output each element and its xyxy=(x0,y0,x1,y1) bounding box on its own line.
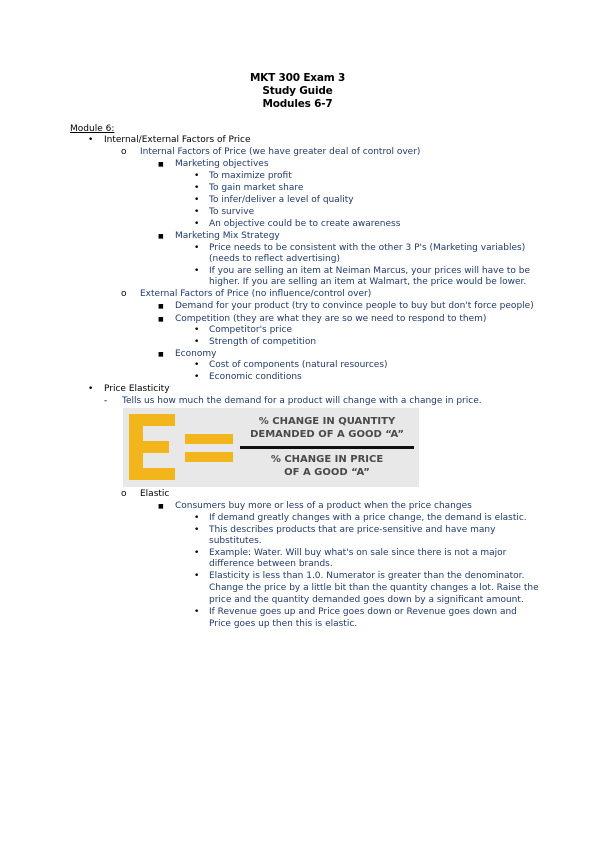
bullet-dot: • xyxy=(194,337,200,347)
internal-label: Internal Factors of Price (we have greater deal of control over) xyxy=(140,147,421,157)
bullet-dot: • xyxy=(194,243,200,253)
bullet-square: ■ xyxy=(158,351,164,358)
objective-item: An objective could be to create awareness xyxy=(209,219,401,229)
mix-item: (needs to reflect advertising) xyxy=(209,254,340,264)
equals-sign-bottom xyxy=(185,452,233,462)
elastic-point: Elasticity is less than 1.0. Numerator is greater than the denominator. xyxy=(209,571,525,581)
dash-bullet: - xyxy=(104,396,108,406)
mix-item: If you are selling an item at Neiman Marcus, your prices will have to be xyxy=(209,266,531,276)
denominator-line-1: % CHANGE IN PRICE xyxy=(270,454,384,465)
elasticity-definition: Tells us how much the demand for a product will change with a change in price. xyxy=(122,396,482,406)
elasticity-formula-image xyxy=(123,408,419,487)
doc-subtitle: Study Guide xyxy=(262,85,333,97)
competition-subitem: Strength of competition xyxy=(209,337,317,347)
elastic-point: If Revenue goes up and Price goes down or Revenue goes down and xyxy=(209,607,517,617)
bullet-circle: o xyxy=(121,289,127,299)
consumers-line: Consumers buy more or less of a product when the price changes xyxy=(175,501,472,511)
objective-item: To survive xyxy=(209,207,255,217)
objective-item: To gain market share xyxy=(209,183,304,193)
fraction-bar xyxy=(240,446,414,449)
elastic-point: Price goes up then this is elastic. xyxy=(209,619,358,629)
external-label: External Factors of Price (no influence/control over) xyxy=(140,289,372,299)
bullet-square: ■ xyxy=(158,303,164,310)
bullet-dot: • xyxy=(88,135,94,145)
elastic-point: If demand greatly changes with a price change, the demand is elastic. xyxy=(209,513,527,523)
numerator-line-2: DEMANDED OF A GOOD “A” xyxy=(250,429,404,440)
bullet-dot: • xyxy=(194,219,200,229)
bullet-dot: • xyxy=(194,360,200,370)
bullet-dot: • xyxy=(194,548,200,558)
bullet-dot: • xyxy=(194,525,200,535)
bullet-dot: • xyxy=(88,384,94,394)
economy-subitem: Cost of components (natural resources) xyxy=(209,360,388,370)
bullet-square: ■ xyxy=(158,316,164,323)
elasticity-heading: Price Elasticity xyxy=(104,384,170,394)
objective-item: To maximize profit xyxy=(209,171,292,181)
elastic-point: substitutes. xyxy=(209,536,262,546)
bullet-dot: • xyxy=(194,513,200,523)
competition-subitem: Competitor's price xyxy=(209,325,292,335)
objective-item: To infer/deliver a level of quality xyxy=(209,195,354,205)
mix-label: Marketing Mix Strategy xyxy=(175,231,280,241)
mix-item: higher. If you are selling an item at Walmart, the price would be lower. xyxy=(209,277,527,287)
module-label: Module 6: xyxy=(70,124,115,134)
doc-modules: Modules 6-7 xyxy=(262,98,333,110)
numerator-line-1: % CHANGE IN QUANTITY xyxy=(258,416,396,427)
bullet-square: ■ xyxy=(158,161,164,168)
bullet-dot: • xyxy=(194,266,200,276)
bullet-dot: • xyxy=(194,607,200,617)
competition-item: Competition (they are what they are so we need to respond to them) xyxy=(175,314,487,324)
bullet-square: ■ xyxy=(158,503,164,510)
bullet-dot: • xyxy=(194,207,200,217)
bullet-circle: o xyxy=(121,489,127,499)
economy-item: Economy xyxy=(175,349,217,359)
bullet-dot: • xyxy=(194,571,200,581)
economy-subitem: Economic conditions xyxy=(209,372,302,382)
objectives-label: Marketing objectives xyxy=(175,159,269,169)
bullet-dot: • xyxy=(194,372,200,382)
bullet-dot: • xyxy=(194,183,200,193)
elastic-point: price and the quantity demanded goes down by a significant amount. xyxy=(209,595,524,605)
elastic-point: This describes products that are price-sensitive and have many xyxy=(209,525,496,535)
bullet-dot: • xyxy=(194,195,200,205)
elastic-point: Change the price by a little bit than the quantity changes a lot. Raise the xyxy=(209,583,539,593)
mix-item: Price needs to be consistent with the other 3 P's (Marketing variables) xyxy=(209,243,526,253)
elastic-label: Elastic xyxy=(140,489,170,499)
bullet-dot: • xyxy=(194,325,200,335)
demand-item: Demand for your product (try to convince people to buy but don't force people) xyxy=(175,301,534,311)
bullet-square: ■ xyxy=(158,233,164,240)
big-e-letter xyxy=(129,414,175,480)
doc-title: MKT 300 Exam 3 xyxy=(249,72,346,84)
bullet-circle: o xyxy=(121,147,127,157)
factors-heading: Internal/External Factors of Price xyxy=(104,135,251,145)
elastic-point: difference between brands. xyxy=(209,559,333,569)
denominator-line-2: OF A GOOD “A” xyxy=(284,467,370,478)
equals-sign-top xyxy=(185,434,233,444)
elastic-point: Example: Water. Will buy what's on sale since there is not a major xyxy=(209,548,507,558)
bullet-dot: • xyxy=(194,171,200,181)
